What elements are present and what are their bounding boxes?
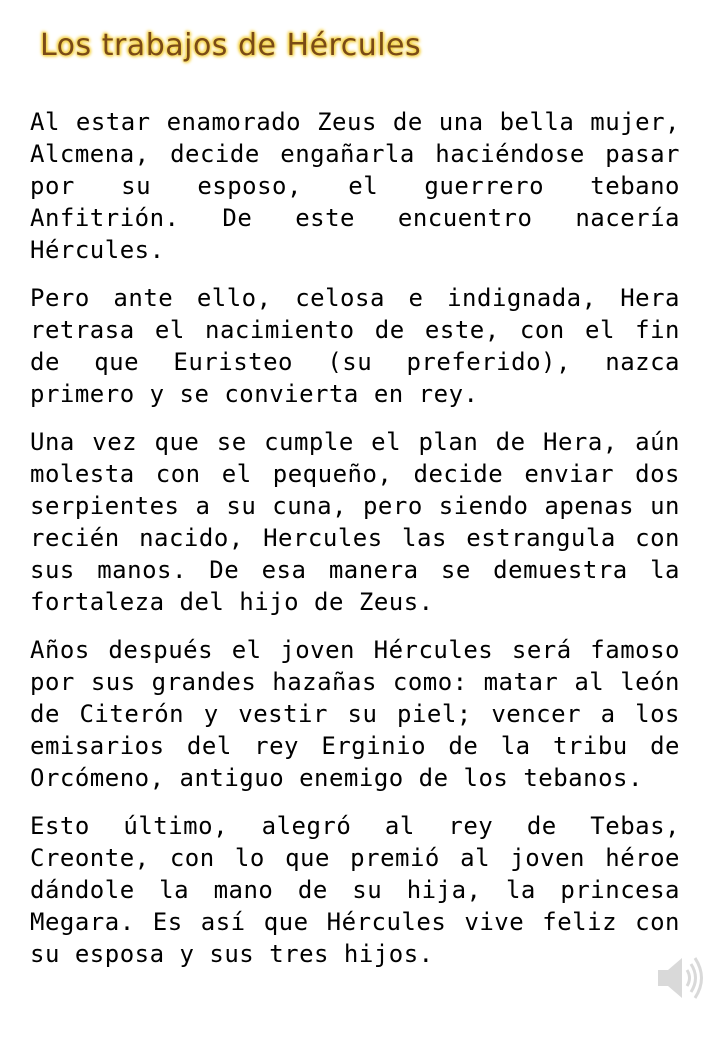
speaker-icon[interactable] <box>656 950 704 1006</box>
paragraph-3: Una vez que se cumple el plan de Hera, aún molesta con el pequeño, decide enviar dos serpientes a su cuna, pero siendo apenas un recién nacido, Hercules las estrangula con sus manos. De esa manera se demuestra la fortaleza del hijo de Zeus. <box>30 428 680 616</box>
story-body <box>30 106 680 986</box>
paragraph-4: Años después el joven Hércules será famoso por sus grandes hazañas como: matar al león de Citerón y vestir su piel; vencer a los emisarios del rey Erginio de la tribu de Orcómeno, antiguo enemigo de los tebanos. <box>30 636 680 792</box>
paragraph-1: Al estar enamorado Zeus de una bella mujer, Alcmena, decide engañarla haciéndose pasar por su esposo, el guerrero tebano Anfitrión. De este encuentro nacería Hércules. <box>30 108 680 264</box>
page-title: Los trabajos de Hércules <box>40 28 422 63</box>
paragraph-5: Esto último, alegró al rey de Tebas, Creonte, con lo que premió al joven héroe dándole la mano de su hija, la princesa Megara. Es así que Hércules vive feliz con su esposa y sus tres hijos. <box>30 812 680 968</box>
paragraph-2: Pero ante ello, celosa e indignada, Hera retrasa el nacimiento de este, con el fin de que Euristeo (su preferido), nazca primero y se convierta en rey. <box>30 284 680 408</box>
